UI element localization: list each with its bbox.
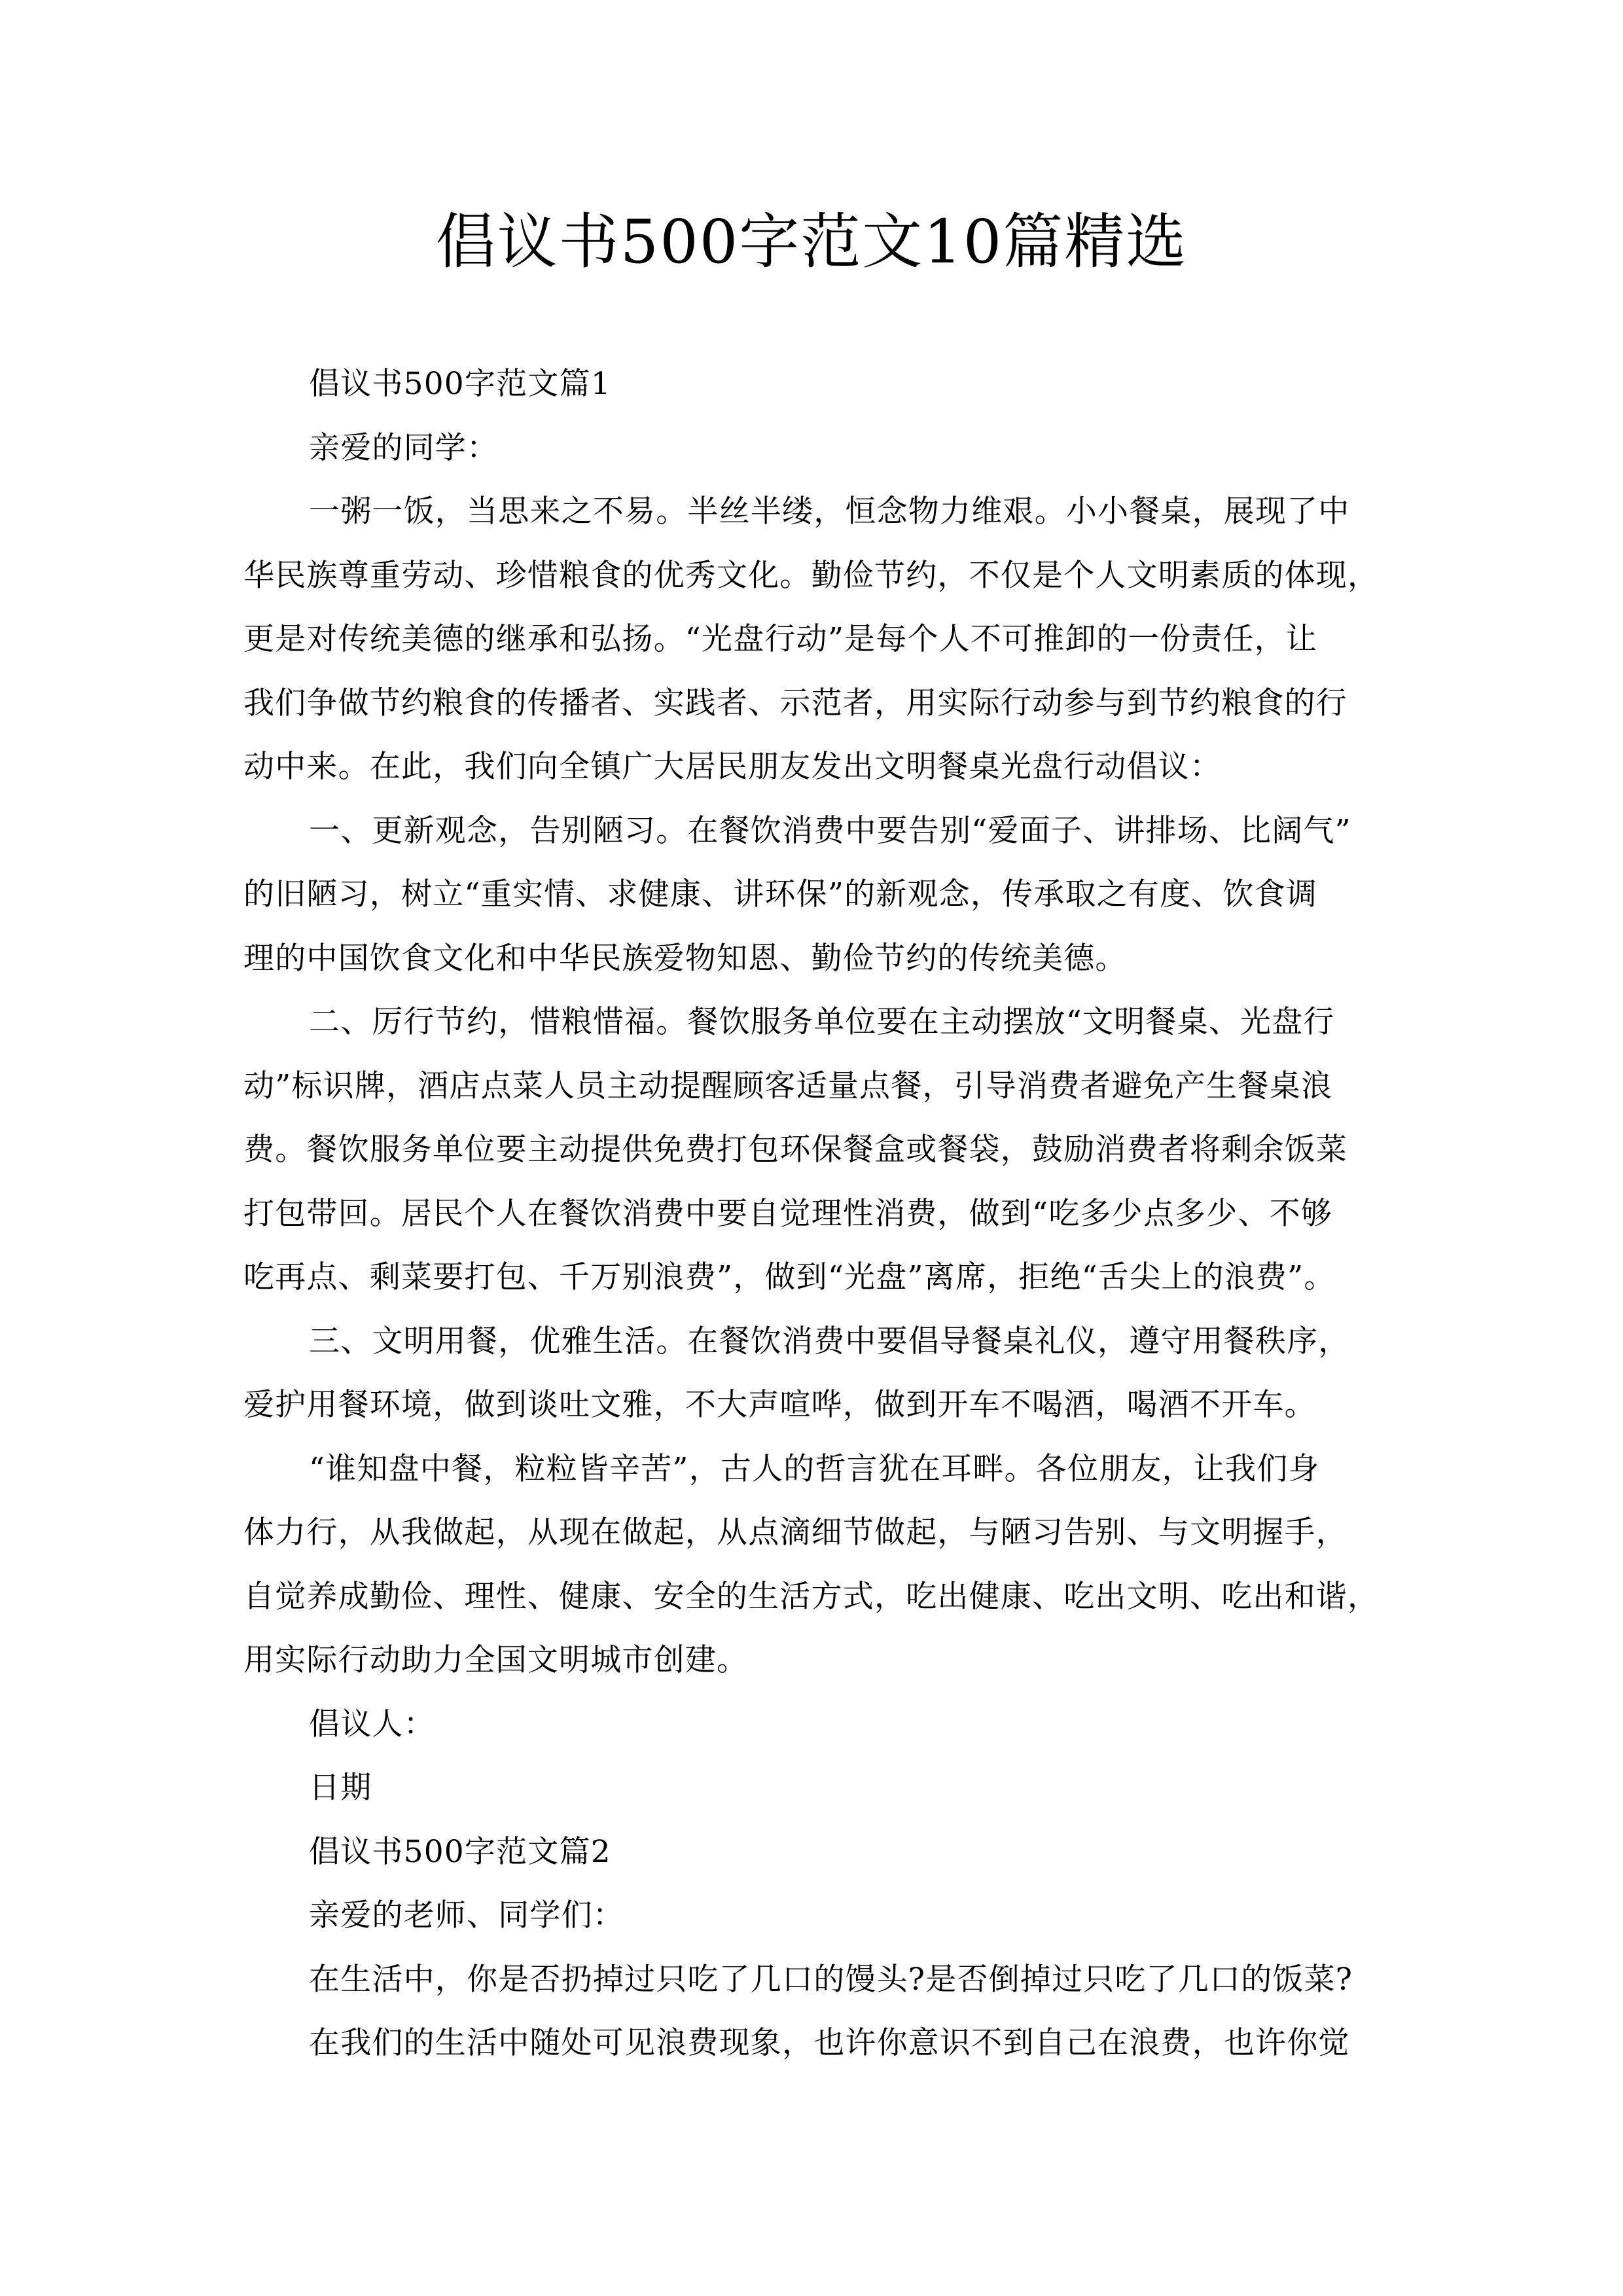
paragraph-line: 更是对传统美德的继承和弘扬。“光盘行动”是每个人不可推卸的一份责任，让 [243, 621, 1318, 657]
paragraph-line: 理的中国饮食文化和中华民族爱物知恩、勤俭节约的传统美德。 [243, 940, 1127, 977]
paragraph-line: 一、更新观念，告别陋习。在餐饮消费中要告别“爱面子、讲排场、比阔气” [309, 812, 1351, 849]
signature-line: 倡议人： [309, 1706, 435, 1742]
paragraph-line: 吃再点、剩菜要打包、千万别浪费”，做到“光盘”离席，拒绝“舌尖上的浪费”。 [243, 1259, 1336, 1295]
paragraph-line: 在我们的生活中随处可见浪费现象，也许你意识不到自己在浪费，也许你觉 [309, 2025, 1350, 2061]
salutation-1: 亲爱的同学： [309, 429, 499, 466]
document-body [243, 352, 1395, 2075]
section-heading-1: 倡议书500字范文篇1 [309, 366, 611, 402]
paragraph-line: 打包带回。居民个人在餐饮消费中要自觉理性消费，做到“吃多少点多少、不够 [243, 1195, 1333, 1232]
paragraph-line: 我们争做节约粮食的传播者、实践者、示范者，用实际行动参与到节约粮食的行 [243, 685, 1347, 721]
section-heading-2: 倡议书500字范文篇2 [309, 1833, 611, 1870]
paragraph-line: 体力行，从我做起，从现在做起，从点滴细节做起，与陋习告别、与文明握手， [243, 1515, 1347, 1551]
paragraph-line: 费。餐饮服务单位要主动提供免费打包环保餐盒或餐袋，鼓励消费者将剩余饭菜 [243, 1132, 1347, 1168]
paragraph-line: 一粥一饭，当思来之不易。半丝半缕，恒念物力维艰。小小餐桌，展现了中 [309, 493, 1350, 529]
paragraph-line: 动中来。在此，我们向全镇广大居民朋友发出文明餐桌光盘行动倡议： [243, 749, 1222, 785]
paragraph-line: 三、文明用餐，优雅生活。在餐饮消费中要倡导餐桌礼仪，遵守用餐秩序， [309, 1323, 1350, 1359]
paragraph-line: 二、厉行节约，惜粮惜福。餐饮服务单位要在主动摆放“文明餐桌、光盘行 [309, 1004, 1335, 1040]
paragraph-line: 华民族尊重劳动、珍惜粮食的优秀文化。勤俭节约，不仅是个人文明素质的体现， [243, 557, 1380, 594]
document-title: 倡议书500字范文10篇精选 [435, 207, 1188, 277]
salutation-2: 亲爱的老师、同学们： [309, 1897, 624, 1933]
paragraph-line: 的旧陋习，树立“重实情、求健康、讲环保”的新观念，传承取之有度、饮食调 [243, 876, 1318, 912]
paragraph-line: 用实际行动助力全国文明城市创建。 [243, 1642, 749, 1678]
paragraph-line: 动”标识牌，酒店点菜人员主动提醒顾客适量点餐，引导消费者避免产生餐桌浪 [243, 1067, 1333, 1104]
paragraph-line: “谁知盘中餐，粒粒皆辛苦”，古人的哲言犹在耳畔。各位朋友，让我们身 [309, 1450, 1320, 1487]
paragraph-line: 在生活中，你是否扔掉过只吃了几口的馒头?是否倒掉过只吃了几口的饭菜? [309, 1961, 1353, 1998]
paragraph-line: 爱护用餐环境，做到谈吐文雅，不大声喧哗，做到开车不喝酒，喝酒不开车。 [243, 1387, 1316, 1423]
date-line: 日期 [309, 1770, 372, 1806]
paragraph-line: 自觉养成勤俭、理性、健康、安全的生活方式，吃出健康、吃出文明、吃出和谐， [243, 1578, 1380, 1615]
